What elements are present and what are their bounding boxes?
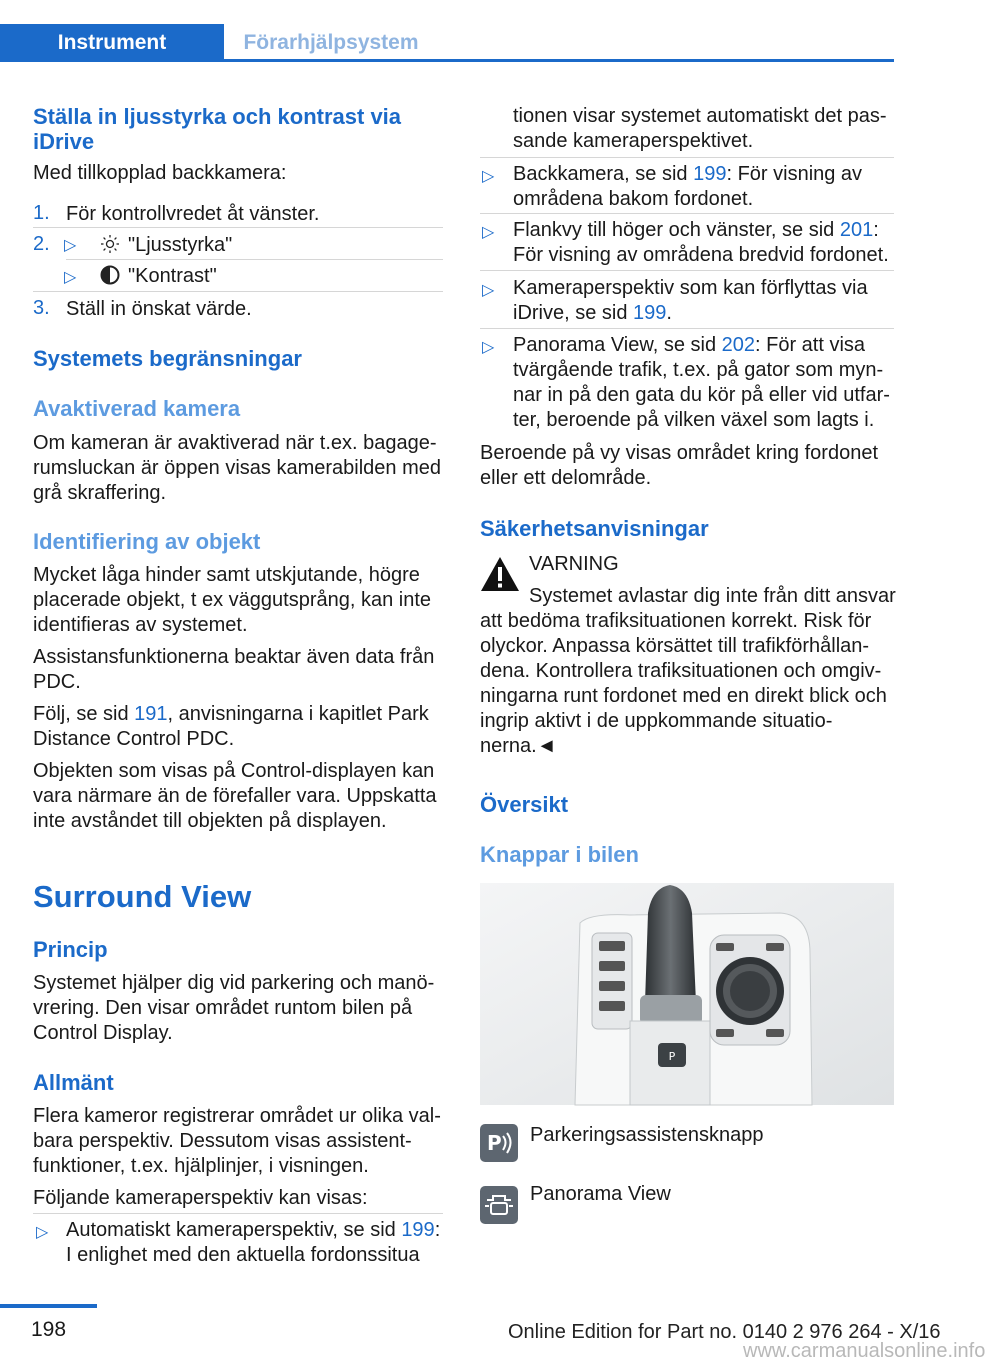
heading-limits: Systemets begränsningar	[33, 346, 302, 371]
step-number-3: 3.	[33, 297, 50, 319]
heading-surround-view: Surround View	[33, 879, 252, 914]
heading-camera-off: Avaktiverad kamera	[33, 396, 241, 421]
page-link-191[interactable]: 191	[134, 703, 168, 725]
triangle-bullet-icon: ▷	[482, 168, 495, 185]
page-link-202[interactable]: 202	[721, 334, 756, 356]
warning-icon	[480, 556, 520, 592]
footer-line	[0, 1304, 97, 1308]
sun-icon	[100, 234, 120, 254]
divider	[33, 291, 443, 292]
panorama-view-icon	[480, 1186, 518, 1224]
bullet-auto-view: Automatiskt kameraperspektiv, se sid 199: I enlighet med den aktuella fordonssitua	[66, 1219, 441, 1266]
heading-buttons: Knappar i bilen	[480, 842, 639, 867]
divider	[66, 259, 443, 260]
triangle-bullet-icon: ▷	[482, 339, 495, 356]
page-number: 198	[30, 1318, 67, 1341]
svg-text:P: P	[668, 1050, 676, 1063]
page-link-199[interactable]: 199	[633, 302, 667, 324]
step-2-brightness: "Ljusstyrka"	[128, 234, 233, 256]
bullet-movable-view: Kameraperspektiv som kan förflyttas via iDrive, se sid 199.	[513, 277, 868, 324]
depending-view-text: Beroende på vy visas området kring fordonet eller ett delområde.	[480, 442, 878, 489]
identification-text-1: Mycket låga hinder samt utskjutande, högre placerade objekt, t ex väggutsprång, kan inte identifieras av systemet.	[33, 564, 432, 636]
bullet-panorama-view: Panorama View, se sid 202: För att visa tvärgående trafik, t.ex. på gator som mynnar in på den gata du kör på eller vid utfarter, beroende på vilken växel som lagts i.	[513, 334, 890, 431]
page-link-201[interactable]: 201	[839, 219, 874, 241]
triangle-bullet-icon: ▷	[482, 224, 495, 241]
triangle-bullet-icon: ▷	[64, 237, 77, 254]
panorama-view-label: Panorama View	[530, 1183, 671, 1205]
divider	[33, 1213, 443, 1214]
watermark: www.carmanualsonline.info	[743, 1340, 985, 1362]
camera-off-text: Om kameran är avaktiverad när t.ex. bagagerumsluckan är öppen visas kamerabilden med grå skraffering.	[33, 432, 441, 504]
edition-text: Online Edition for Part no. 0140 2 976 264 - X/16	[508, 1321, 941, 1343]
step-3-text: Ställ in önskat värde.	[66, 298, 252, 320]
tab-underline	[224, 59, 894, 62]
bullet-side-view: Flankvy till höger och vänster, se sid 201: För visning av områdena bredvid fordonet.	[513, 219, 889, 266]
step-2-contrast: "Kontrast"	[128, 265, 217, 287]
divider	[480, 270, 894, 271]
identification-text-2: Assistansfunktionerna beaktar även data från PDC.	[33, 646, 435, 693]
step-1-text: För kontrollvredet åt vänster.	[66, 203, 320, 225]
step-number-2: 2.	[33, 233, 50, 255]
page-link-199[interactable]: 199	[401, 1219, 435, 1241]
with-camera-text: Med tillkopplad backkamera:	[33, 162, 287, 184]
identification-text-4: Objekten som visas på Control-displayen kan vara närmare än de förefaller vara. Uppskatta inte avståndet till objekten på displayen.	[33, 760, 437, 832]
warning-title: VARNING	[529, 553, 619, 575]
divider	[33, 227, 443, 228]
divider	[480, 328, 894, 329]
parking-assist-label: Parkeringsassistensknapp	[530, 1124, 764, 1146]
contrast-icon	[100, 265, 120, 285]
center-console-image	[480, 883, 894, 1105]
bullet-rear-camera: Backkamera, se sid 199: För visning av områdena bakom fordonet.	[513, 163, 863, 210]
step-number-1: 1.	[33, 202, 50, 224]
general-text: Flera kameror registrerar området ur olika valbara perspektiv. Dessutom visas assistentfunktioner, t.ex. hjälplinjer, i visningen.	[33, 1105, 441, 1177]
divider	[480, 213, 894, 214]
triangle-bullet-icon: ▷	[64, 269, 77, 286]
identification-text-3: Följ, se sid 191, anvisningarna i kapitlet Park Distance Control PDC.	[33, 703, 429, 750]
heading-principle: Princip	[33, 937, 108, 962]
auto-view-continued: tionen visar systemet automatiskt det passande kameraperspektivet.	[513, 105, 887, 152]
triangle-bullet-icon: ▷	[482, 282, 495, 299]
tab-forarhjalpsystem[interactable]: Förarhjälpsystem	[243, 31, 419, 54]
heading-overview: Översikt	[480, 792, 569, 817]
svg-text:P: P	[487, 1131, 502, 1155]
heading-general: Allmänt	[33, 1070, 114, 1095]
page-link-199[interactable]: 199	[693, 163, 727, 185]
views-intro-text: Följande kameraperspektiv kan visas:	[33, 1187, 368, 1209]
triangle-bullet-icon: ▷	[36, 1224, 49, 1241]
warning-text-rest: att bedöma trafiksituationen korrekt. Risk för olyckor. Anpassa körsättet till trafikförhållandena. Kontrollera trafiksituationen och omgivningarna runt fordonet med en direkt blick och ingrip aktivt i de uppkommande situationerna.◄	[480, 610, 887, 757]
heading-idrive: Ställa in ljusstyrka och kontrast via iDrive	[33, 104, 402, 154]
divider	[480, 157, 894, 158]
heading-safety: Säkerhetsanvisningar	[480, 516, 709, 541]
principle-text: Systemet hjälper dig vid parkering och manövrering. Den visar området runtom bilen på Control Display.	[33, 972, 435, 1044]
header-tabs	[0, 24, 894, 62]
warning-text-first: Systemet avlastar dig inte från ditt ansvar	[529, 585, 896, 607]
parking-assist-icon	[480, 1124, 518, 1162]
tab-instrument[interactable]: Instrument	[0, 24, 224, 62]
heading-identification: Identifiering av objekt	[33, 529, 261, 554]
